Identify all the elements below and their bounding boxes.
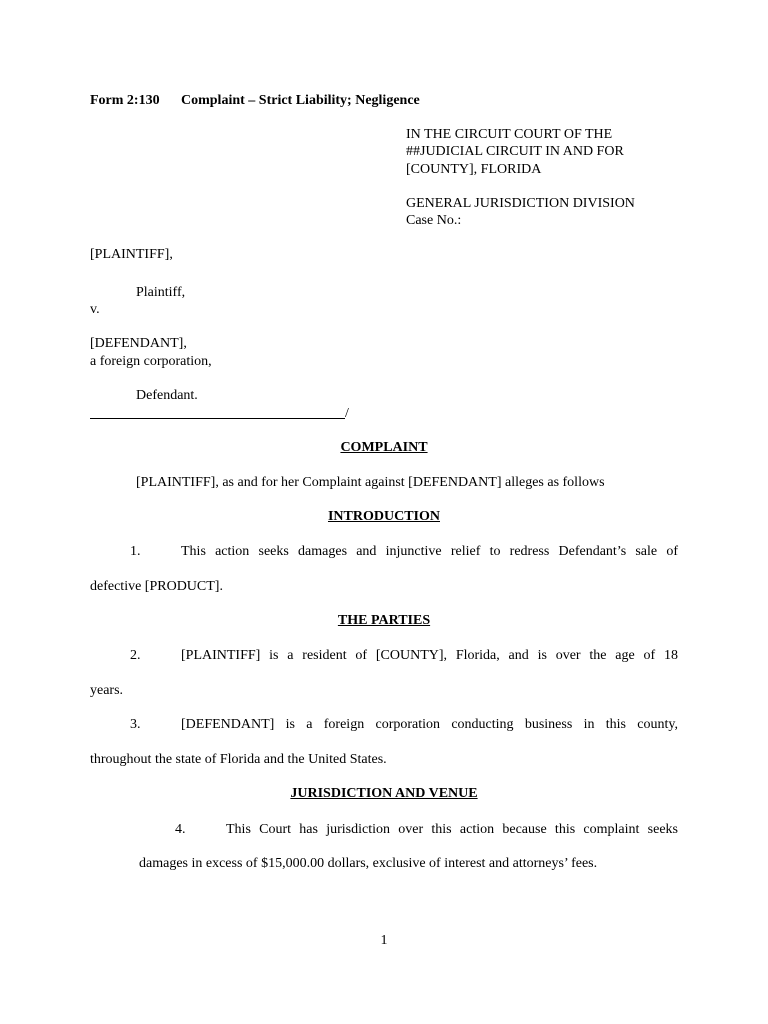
caption-slash: / [345, 406, 349, 421]
court-line-1: IN THE CIRCUIT COURT OF THE [406, 127, 613, 142]
paragraph-3-line-1: [DEFENDANT] is a foreign corporation conducting business in this county, [181, 717, 678, 732]
paragraph-1-number: 1. [130, 544, 141, 559]
paragraph-2-number: 2. [130, 648, 141, 663]
paragraph-4-number: 4. [175, 822, 186, 837]
plaintiff-name: [PLAINTIFF], [90, 247, 173, 262]
complaint-intro: [PLAINTIFF], as and for her Complaint against [DEFENDANT] alleges as follows [136, 475, 605, 490]
section-jurisdiction: JURISDICTION AND VENUE [290, 786, 478, 801]
versus: v. [90, 302, 100, 317]
court-line-2: ##JUDICIAL CIRCUIT IN AND FOR [406, 144, 624, 159]
paragraph-2-line-1: [PLAINTIFF] is a resident of [COUNTY], Florida, and is over the age of 18 [181, 648, 678, 663]
form-title: Complaint – Strict Liability; Negligence [181, 93, 420, 108]
section-introduction: INTRODUCTION [327, 509, 440, 524]
section-parties: THE PARTIES [337, 613, 431, 628]
court-division: GENERAL JURISDICTION DIVISION [406, 196, 635, 211]
paragraph-4-line-2: damages in excess of $15,000.00 dollars, exclusive of interest and attorneys’ fees. [139, 856, 598, 871]
caption-rule [90, 418, 345, 419]
paragraph-3-line-2: throughout the state of Florida and the United States. [90, 752, 387, 767]
paragraph-2-line-2: years. [90, 683, 124, 698]
plaintiff-role: Plaintiff, [136, 285, 186, 300]
complaint-heading: COMPLAINT [340, 440, 428, 455]
paragraph-4-line-1: This Court has jurisdiction over this action because this complaint seeks [226, 822, 678, 837]
court-line-3: [COUNTY], FLORIDA [406, 162, 542, 177]
defendant-role: Defendant. [136, 388, 198, 403]
paragraph-1-line-1: This action seeks damages and injunctive relief to redress Defendant’s sale of [181, 544, 678, 559]
defendant-description: a foreign corporation, [90, 354, 212, 369]
paragraph-3-number: 3. [130, 717, 141, 732]
defendant-name: [DEFENDANT], [90, 336, 187, 351]
case-number-label: Case No.: [406, 213, 462, 228]
page-number: 1 [380, 933, 388, 948]
form-number: Form 2:130 [90, 93, 160, 108]
paragraph-1-line-2: defective [PRODUCT]. [90, 579, 223, 594]
